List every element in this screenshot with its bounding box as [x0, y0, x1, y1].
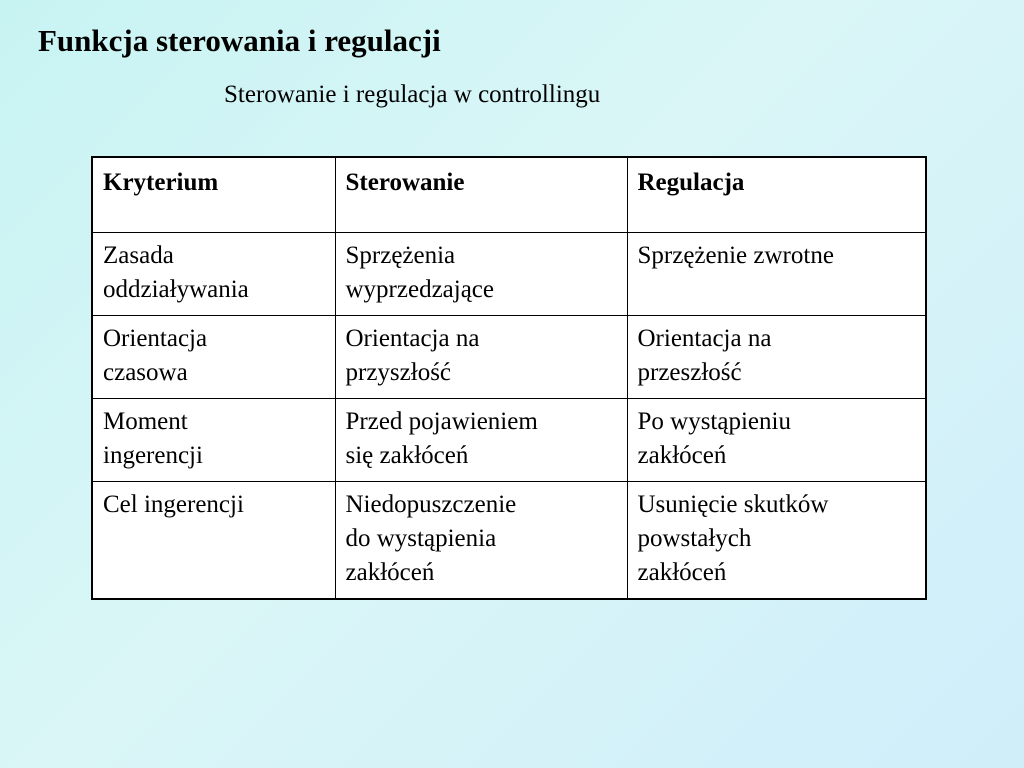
- table-cell: Sprzężenia wyprzedzające: [335, 233, 627, 316]
- table-cell: Zasada oddziaływania: [92, 233, 335, 316]
- table-row: [92, 399, 926, 482]
- table-cell: Sprzężenie zwrotne: [627, 233, 926, 316]
- table-row: [92, 316, 926, 399]
- table-row: [92, 482, 926, 600]
- table-row: [92, 233, 926, 316]
- column-header-kryterium: Kryterium: [92, 157, 335, 233]
- slide-title: Funkcja sterowania i regulacji: [38, 23, 441, 58]
- column-header-sterowanie: Sterowanie: [335, 157, 627, 233]
- table-cell: Po wystąpieniu zakłóceń: [627, 399, 926, 482]
- table-cell: Przed pojawieniem się zakłóceń: [335, 399, 627, 482]
- table-cell: Usunięcie skutków powstałych zakłóceń: [627, 482, 926, 600]
- slide-subtitle: Sterowanie i regulacja w controllingu: [224, 81, 601, 108]
- column-header-regulacja: Regulacja: [627, 157, 926, 233]
- table-header-row: [92, 157, 926, 233]
- table-cell: Orientacja czasowa: [92, 316, 335, 399]
- table-cell: Cel ingerencji: [92, 482, 335, 600]
- table-cell: Niedopuszczenie do wystąpienia zakłóceń: [335, 482, 627, 600]
- table-cell: Moment ingerencji: [92, 399, 335, 482]
- table-cell: Orientacja na przeszłość: [627, 316, 926, 399]
- comparison-table: [91, 156, 927, 600]
- table-cell: Orientacja na przyszłość: [335, 316, 627, 399]
